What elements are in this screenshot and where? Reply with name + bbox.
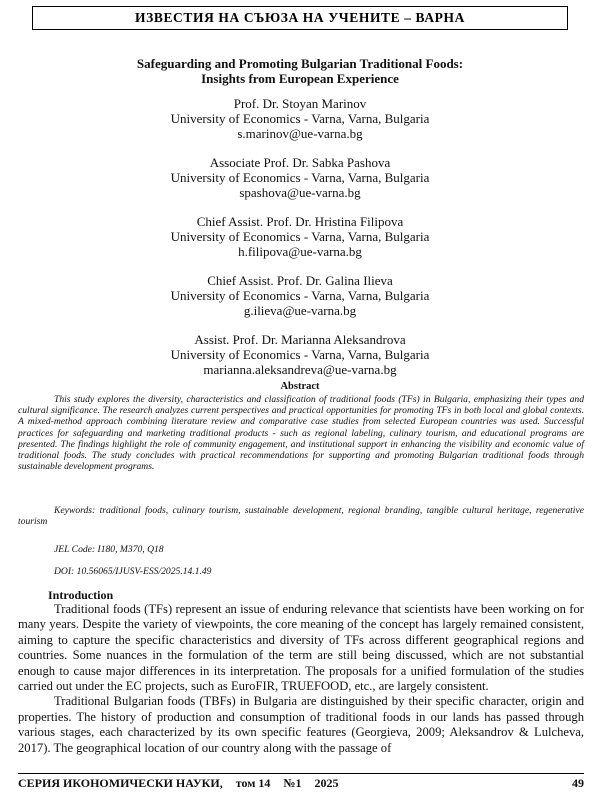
title-line-2: Insights from European Experience [201,71,399,86]
author-name: Chief Assist. Prof. Dr. Hristina Filipova [196,214,404,229]
author-email: marianna.aleksandreva@ue-varna.bg [203,362,397,377]
author-affiliation: University of Economics - Varna, Varna, Bulgaria [170,288,430,303]
introduction-body [18,602,584,756]
author-affiliation: University of Economics - Varna, Varna, Bulgaria [170,111,430,126]
footer-series: СЕРИЯ ИКОНОМИЧЕСКИ НАУКИ, [18,776,223,790]
title-line-1: Safeguarding and Promoting Bulgarian Traditional Foods: [136,56,464,71]
author-name: Prof. Dr. Stoyan Marinov [233,96,367,111]
footer-volume: том 14 [235,776,271,790]
author-name: Associate Prof. Dr. Sabka Pashova [209,155,391,170]
author-email: h.filipova@ue-varna.bg [238,244,362,259]
abstract-text: This study explores the diversity, characteristics and classification of traditional foods (TFs) in Bulgaria, emphasizing their types and cultural significance. The research analyzes current perspectives and practical opportunities for promoting TFs in both local and global contexts. A mixed-method approach combining literature review and comparative case studies from selected European countries was used. Successful practices for safeguarding and marketing traditional products - such as regional labeling, culinary tourism, and educational programs are presented. The findings highlight the role of community engagement, and institutional support in enhancing the visibility and economic value of traditional foods. The study concludes with practical recommendations for supporting and promoting Bulgarian traditional foods through sustainable development programs. [18,394,584,473]
introduction-heading: Introduction [48,588,114,602]
author-name: Chief Assist. Prof. Dr. Galina Ilieva [207,273,393,288]
author-block [0,273,600,318]
doi: DOI: 10.56065/IJUSV-ESS/2025.14.1.49 [54,566,212,577]
author-affiliation: University of Economics - Varna, Varna, Bulgaria [170,347,430,362]
paragraph: Traditional foods (TFs) represent an issue of enduring relevance that scientists have been working on for many years. Despite the variety of viewpoints, the core meaning of the concept has largely remained consistent, aiming to capture the specific characteristics and diversity of TFs across different geographical regions and countries. Some nuances in the formulation of the term are still being discussed, which are not substantial enough to cause major differences in its interpretation. The proposals for a unified formulation of the studies carried out under the EC projects, such as EuroFIR, TRUEFOOD, etc., are largely consistent. [18,602,584,694]
page-footer [18,773,584,793]
author-block [0,332,600,377]
footer-year: 2025 [314,776,339,790]
abstract-heading: Abstract [280,381,320,392]
author-block [0,214,600,259]
author-email: g.ilieva@ue-varna.bg [243,303,357,318]
author-email: s.marinov@ue-varna.bg [237,126,363,141]
author-block [0,155,600,200]
page-number: 49 [572,776,584,790]
author-block [0,96,600,141]
author-affiliation: University of Economics - Varna, Varna, Bulgaria [170,170,430,185]
author-list [0,96,600,391]
keywords: Keywords: traditional foods, culinary tourism, sustainable development, regional branding, tangible cultural heritage, regenerative tourism [18,505,584,528]
journal-title: ИЗВЕСТИЯ НА СЪЮЗА НА УЧЕНИТЕ – ВАРНА [135,10,465,25]
author-name: Assist. Prof. Dr. Marianna Aleksandrova [194,332,406,347]
footer-issue: №1 [283,776,302,790]
jel-code: JEL Code: I180, M370, Q18 [54,544,164,555]
paragraph: Traditional Bulgarian foods (TBFs) in Bulgaria are distinguished by their specific character, origin and properties. The history of production and consumption of traditional foods in our lands has passed through various stages, each characterized by its own specific features (Georgieva, 2009; Aleksandrov & Lulcheva, 2017). The geographical location of our country along with the passage of [18,694,584,755]
journal-header [32,6,568,30]
paper-title [0,56,600,86]
footer-series-info [18,776,348,791]
author-affiliation: University of Economics - Varna, Varna, Bulgaria [170,229,430,244]
author-email: spashova@ue-varna.bg [239,185,361,200]
